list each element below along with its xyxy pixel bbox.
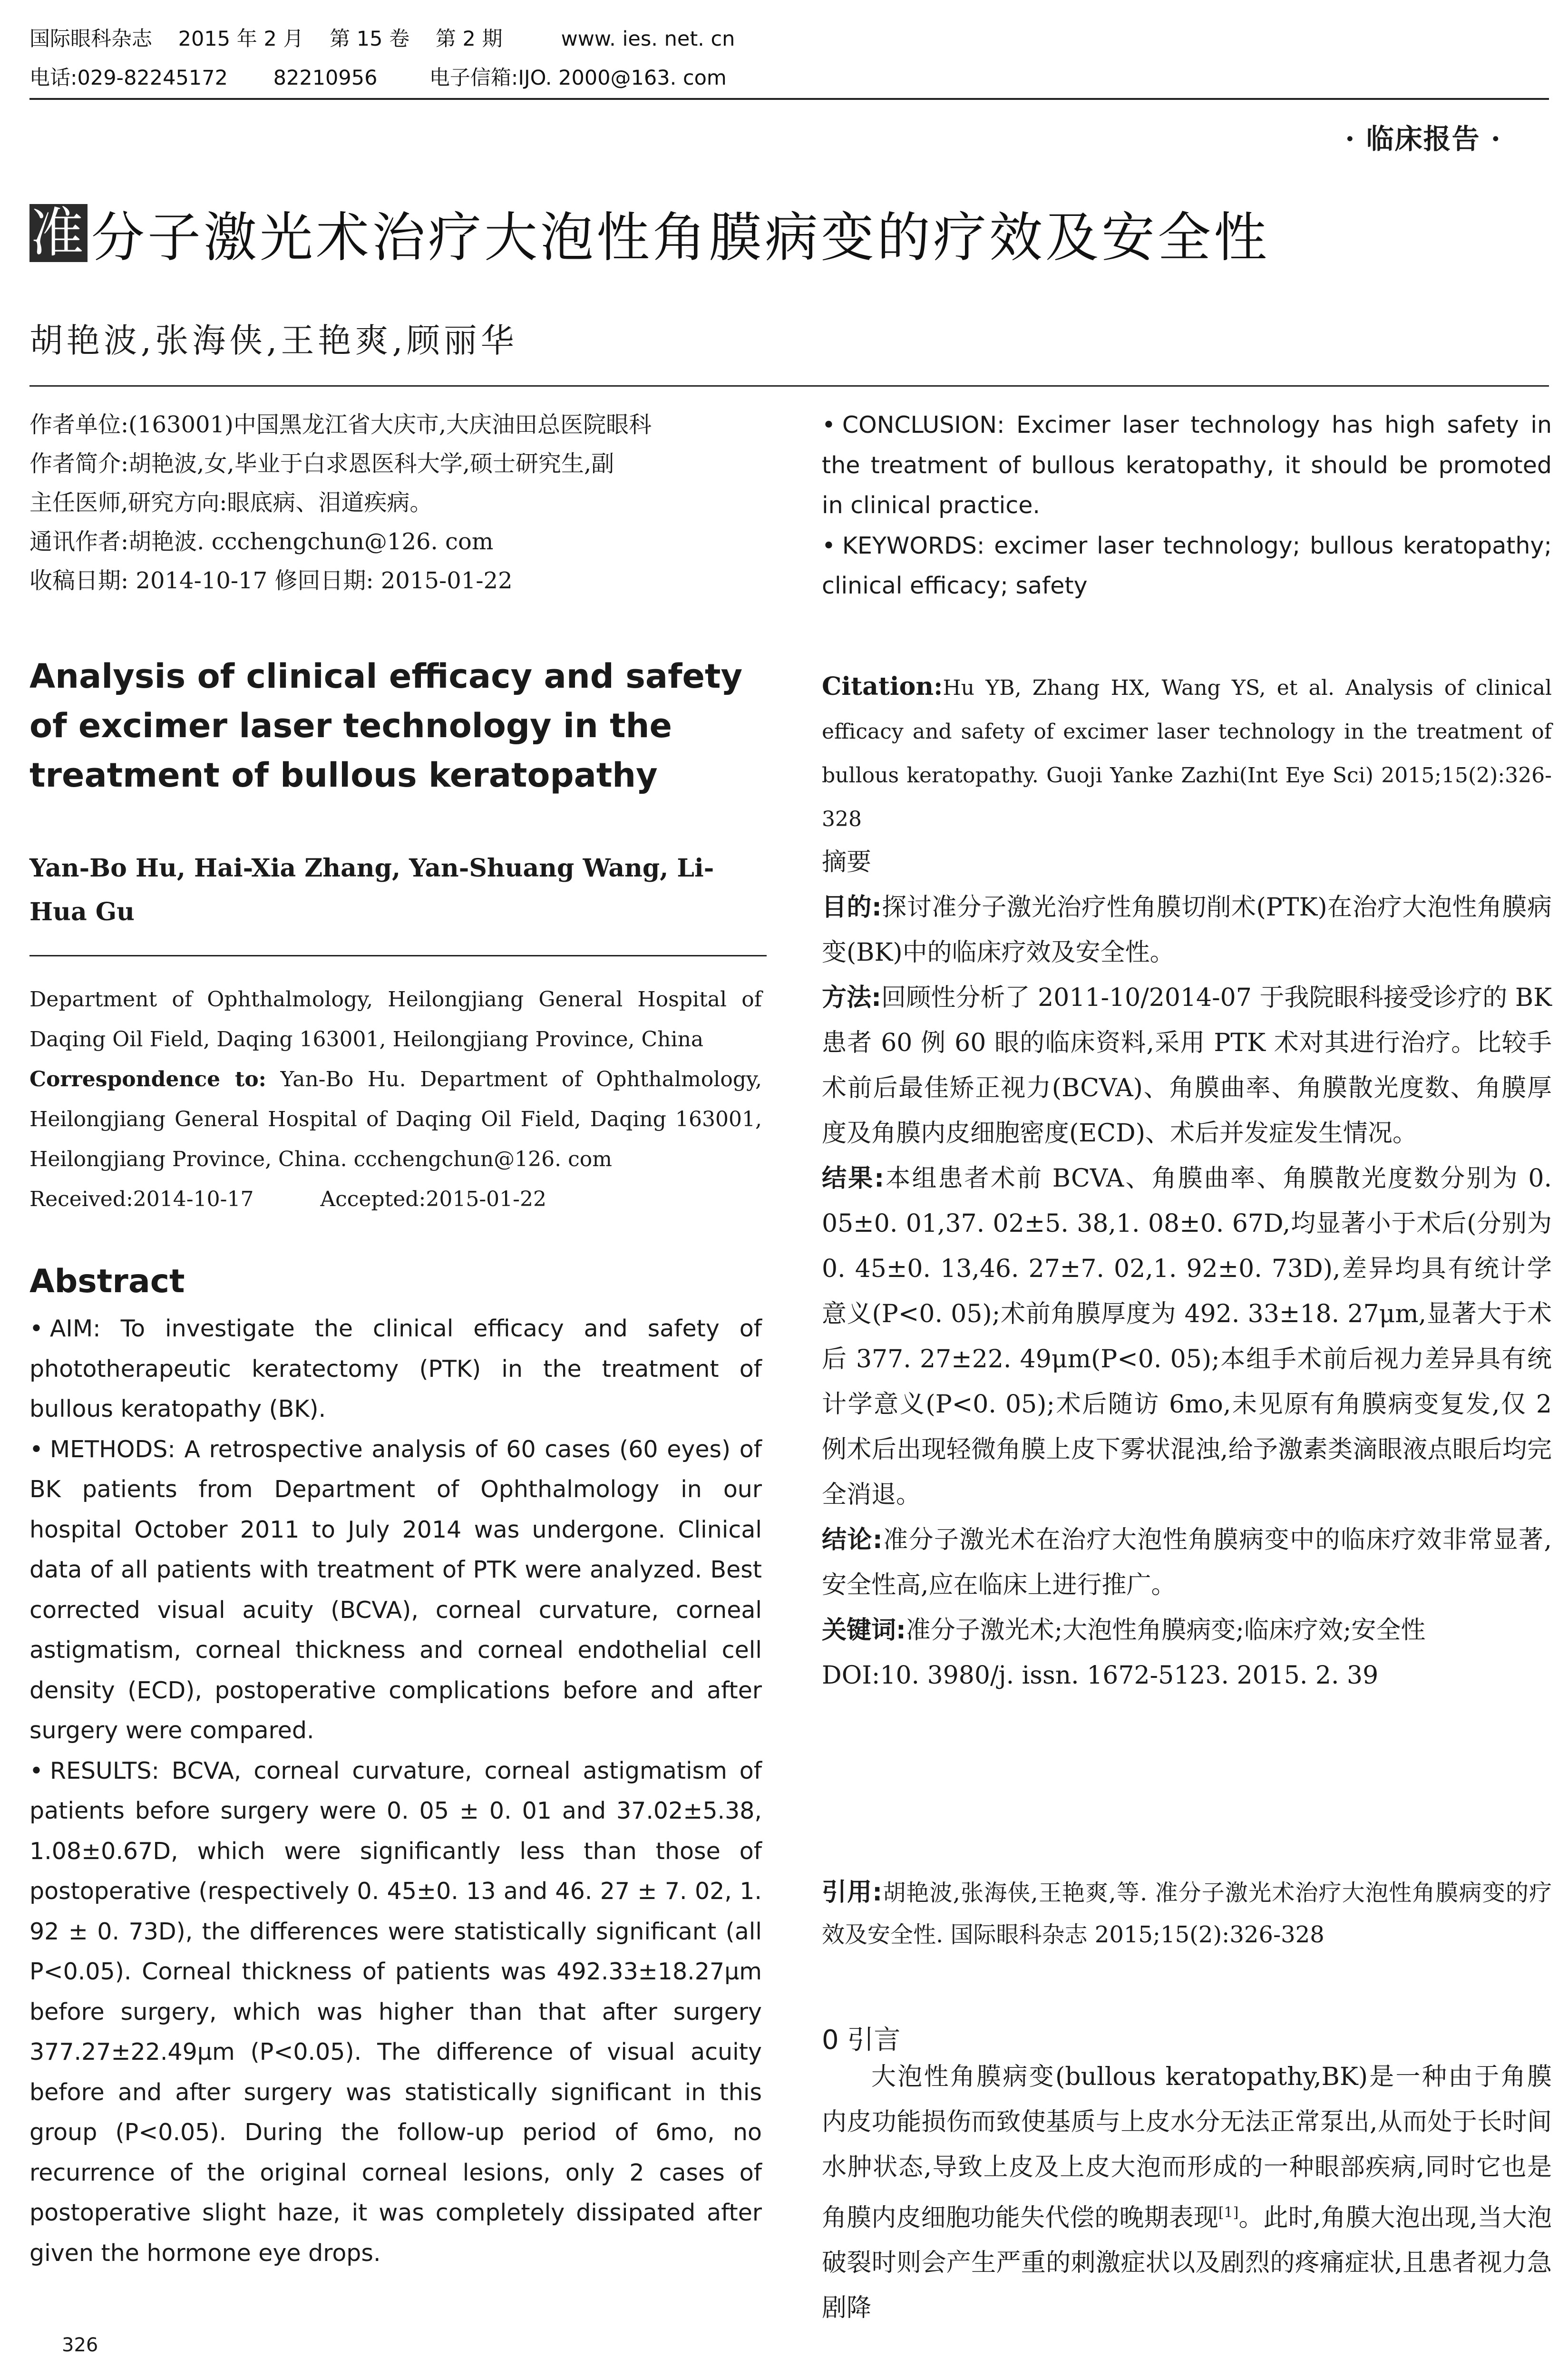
cn-results [822,1156,1552,1518]
abstract-heading: Abstract [29,1263,185,1300]
cn-aim [822,885,1552,975]
abstract-results-text: RESULTS: BCVA, corneal curvature, corneal astigmatism of patients before surgery were 0. 05 ± 0. 01 and 37.02±5.38, 1.08±0.67D, which were significantly less than those of postoperative (respectively 0. 45±0. 13 and 46. 27 ± 7. 02, 1. 92 ± 0. 73D), the differences were statistically significant (all P<0.05). Corneal thickness of patients was 492.33±18.27μm before surgery, which was higher than that after surgery 377.27±22.49μm (P<0.05). The difference of visual acuity before and after surgery was statistically significant in this group (P<0.05). During the follow-up period of 6mo, no recurrence of the original corneal lesions, only 2 cases of postoperative slight haze, it was completely dissipated after given the hormone eye drops. [29,1757,762,2267]
cn-keywords-text: 准分子激光术;大泡性角膜病变;临床疗效;安全性 [906,1616,1426,1645]
bullet-icon: • [29,1757,43,1784]
cn-conclusion [822,1518,1552,1608]
abstract-continued [822,405,1552,606]
correspondence-label: Correspondence to: [29,1067,266,1091]
abstract-methods [29,1430,762,1751]
info-line: 作者简介:胡艳波,女,毕业于白求恩医科大学,硕士研究生,副 [29,450,614,477]
cite-cn-label: 引用: [822,1878,883,1907]
received-dates: Received:2014-10-17 Accepted:2015-01-22 [29,1187,547,1211]
info-line: 收稿日期: 2014-10-17 修回日期: 2015-01-22 [29,567,513,594]
cn-abstract-heading: 摘要 [822,848,872,877]
author-list: 胡艳波,张海侠,王艳爽,顾丽华 [29,321,518,360]
affiliation-dept: Department of Ophthalmology, Heilongjiang General Hospital of Daqing Oil Field, Daqing 163001, Heilongjiang Province, China [29,987,762,1052]
chinese-citation [822,1871,1552,1956]
section-tag: · 临床报告 · [1345,123,1501,155]
intro-heading: 0 引言 [822,2025,901,2056]
english-authors: Yan-Bo Hu, Hai-Xia Zhang, Yan-Shuang Wang, Li-Hua Gu [29,854,714,926]
intro-text-a: 大泡性角膜病变(bullous keratopathy,BK)是一种由于角膜内皮功能损伤而致使基质与上皮水分无法正常泵出,从而处于长时间水肿状态,导致上皮及上皮大泡而形成的一种眼部疾病,同时它也是角膜内皮细胞功能失代偿的晚期表现 [822,2063,1552,2232]
abstract-conclusion [822,405,1552,526]
bullet-icon: • [29,1435,43,1463]
cite-cn-text: 胡艳波,张海侠,王艳爽,等. 准分子激光术治疗大泡性角膜病变的疗效及安全性. 国际眼科杂志 2015;15(2):326-328 [822,1880,1552,1948]
running-header-line2: 电话:029-82245172 82210956 电子信箱:IJO. 2000@163. com [29,66,727,90]
title-divider [29,385,1549,387]
header-divider [29,98,1549,100]
english-citation [822,665,1552,841]
cn-keywords-label: 关键词: [822,1616,906,1645]
running-header-line1: 国际眼科杂志 2015 年 2 月 第 15 卷 第 2 期 www. ies. net. cn [29,27,735,51]
intro-text-b: 。此时,角膜大泡出现,当大泡破裂时则会产生严重的刺激症状以及剧烈的疼痛症状,且患者视力急剧降 [822,2203,1552,2323]
correspondence [29,1060,762,1179]
chinese-abstract [822,840,1552,1698]
english-title: Analysis of clinical efficacy and safety of excimer laser technology in the treatment of bullous keratopathy [29,657,743,795]
abstract-results [29,1751,762,2274]
cn-methods-label: 方法: [822,984,881,1012]
page-number: 326 [62,2334,98,2356]
bullet-icon: • [822,532,836,559]
cn-keywords [822,1608,1552,1653]
reference-marker: [1] [1218,2204,1239,2221]
citation-label: Citation: [822,672,943,701]
abstract-aim-text: AIM: To investigate the clinical efficacy and safety of phototherapeutic keratectomy (PTK) in the treatment of bullous keratopathy (BK). [29,1315,762,1422]
abstract-methods-text: METHODS: A retrospective analysis of 60 cases (60 eyes) of BK patients from Department of Ophthalmology in our hospital October 2011 to July 2014 was undergone. Clinical data of all patients with treatment of PTK were analyzed. Best corrected visual acuity (BCVA), corneal curvature, corneal astigmatism, corneal thickness and corneal endothelial cell density (ECD), postoperative complications before and after surgery were compared. [29,1435,762,1744]
abstract-conclusion-text: CONCLUSION: Excimer laser technology has high safety in the treatment of bullous keratopathy, it should be promoted in clinical practice. [822,411,1552,519]
cn-conclusion-label: 结论: [822,1526,883,1554]
article-title [29,200,1270,269]
info-line: 主任医师,研究方向:眼底病、泪道疾病。 [29,489,433,516]
abstract-keywords-text: KEYWORDS: excimer laser technology; bullous keratopathy; clinical efficacy; safety [822,532,1552,599]
correspondence-text: Yan-Bo Hu. Department of Ophthalmology, Heilongjiang General Hospital of Daqing Oil Field, Daqing 163001, Heilongjiang Province, China. ccchengchun@126. com [29,1067,762,1171]
info-line: 作者单位:(163001)中国黑龙江省大庆市,大庆油田总医院眼科 [29,411,652,438]
cn-methods [822,975,1552,1156]
bullet-icon: • [29,1315,43,1342]
affiliation-block [29,980,762,1219]
cn-conclusion-text: 准分子激光术在治疗大泡性角膜病变中的临床疗效非常显著,安全性高,应在临床上进行推广。 [822,1526,1552,1599]
citation-text: Hu YB, Zhang HX, Wang YS, et al. Analysis of clinical efficacy and safety of excimer laser technology in the treatment of bullous keratopathy. Guoji Yanke Zazhi(Int Eye Sci) 2015;15(2):326-328 [822,676,1552,831]
title-drop-char: 准 [30,202,87,264]
abstract-keywords [822,526,1552,606]
authors-divider [29,955,767,956]
title-text: 分子激光术治疗大泡性角膜病变的疗效及安全性 [91,206,1270,269]
bullet-icon: • [822,411,836,438]
info-line: 通讯作者:胡艳波. ccchengchun@126. com [29,528,494,555]
cn-results-text: 本组患者术前 BCVA、角膜曲率、角膜散光度数分别为 0. 05±0. 01,37. 02±5. 38,1. 08±0. 67D,均显著小于术后(分别为 0. 45±0. 13,46. 27±7. 02,1. 92±0. 73D),差异均具有统计学意义(P<0. 05);术前角膜厚度为 492. 33±18. 27μm,显著大于术后 377. 27±22. 49μm(P<0. 05);本组手术前后视力差异具有统计学意义(P<0. 05);术后随访 6mo,未见原有角膜病变复发,仅 2 例术后出现轻微角膜上皮下雾状混浊,给予激素类滴眼液点眼后均完全消退。 [822,1164,1552,1509]
cn-aim-label: 目的: [822,893,882,922]
author-info [29,405,762,600]
abstract-aim [29,1309,762,1430]
intro-paragraph [822,2055,1552,2331]
abstract-body [29,1309,762,2273]
doi: DOI:10. 3980/j. issn. 1672-5123. 2015. 2. 39 [822,1661,1379,1690]
cn-aim-text: 探讨准分子激光治疗性角膜切削术(PTK)在治疗大泡性角膜病变(BK)中的临床疗效及安全性。 [822,893,1552,967]
cn-results-label: 结果: [822,1164,885,1193]
cn-methods-text: 回顾性分析了 2011-10/2014-07 于我院眼科接受诊疗的 BK 患者 60 例 60 眼的临床资料,采用 PTK 术对其进行治疗。比较手术前后最佳矫正视力(BCVA)、角膜曲率、角膜散光度数、角膜厚度及角膜内皮细胞密度(ECD)、术后并发症发生情况。 [822,984,1552,1148]
